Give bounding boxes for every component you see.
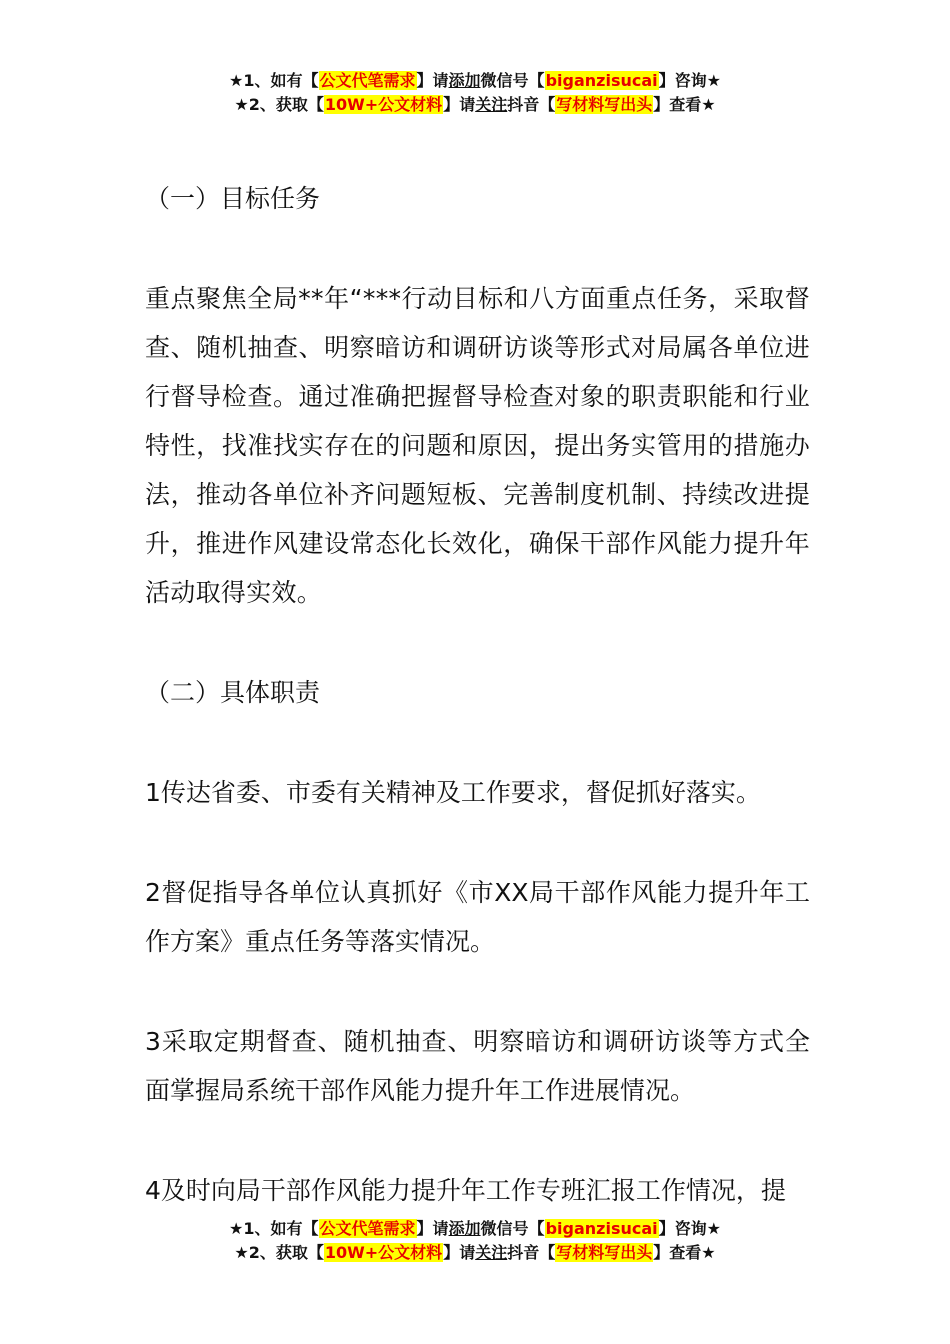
section-heading-duties: （二）具体职责 [145,678,321,707]
bottom-promo-banner [0,1217,950,1265]
duty-item-1: 1传达省委、市委有关精神及工作要求，督促抓好落实。 [145,778,761,807]
promo-highlight: 公文代笔需求 [319,71,416,90]
promo-line-1: ★1、如有【公文代笔需求】请添加微信号【biganzisucai】咨询★ [229,1219,721,1238]
section-heading-goals: （一）目标任务 [145,184,321,213]
promo-line-1: ★1、如有【公文代笔需求】请添加微信号【biganzisucai】咨询★ [229,71,721,90]
promo-wechat-id: biganzisucai [545,71,658,90]
promo-line-2: ★2、获取【10W+公文材料】请关注抖音【写材料写出头】查看★ [234,95,716,114]
duty-item-2: 2督促指导各单位认真抓好《市XX局干部作风能力提升年工作方案》重点任务等落实情况。 [145,878,810,956]
promo-wechat-id: biganzisucai [545,1219,658,1238]
duty-item-3: 3采取定期督查、随机抽查、明察暗访和调研访谈等方式全面掌握局系统干部作风能力提升年工作进展情况。 [145,1027,810,1105]
section-paragraph-goals: 重点聚焦全局**年“***行动目标和八方面重点任务，采取督查、随机抽查、明察暗访和调研访谈等形式对局属各单位进行督导检查。通过准确把握督导检查对象的职责职能和行业特性，找准找实存在的问题和原因，提出务实管用的措施办法，推动各单位补齐问题短板、完善制度机制、持续改进提升，推进作风建设常态化长效化，确保干部作风能力提升年活动取得实效。 [145,284,810,607]
promo-line-2: ★2、获取【10W+公文材料】请关注抖音【写材料写出头】查看★ [234,1243,716,1262]
promo-highlight: 公文代笔需求 [319,1219,416,1238]
duty-item-4: 4及时向局干部作风能力提升年工作专班汇报工作情况，提 [145,1176,786,1205]
promo-highlight: 10W+公文材料 [324,1243,443,1262]
top-promo-banner [0,69,950,117]
promo-douyin-id: 写材料写出头 [556,1243,653,1262]
promo-douyin-id: 写材料写出头 [556,95,653,114]
document-body [145,174,810,1266]
promo-highlight: 10W+公文材料 [324,95,443,114]
